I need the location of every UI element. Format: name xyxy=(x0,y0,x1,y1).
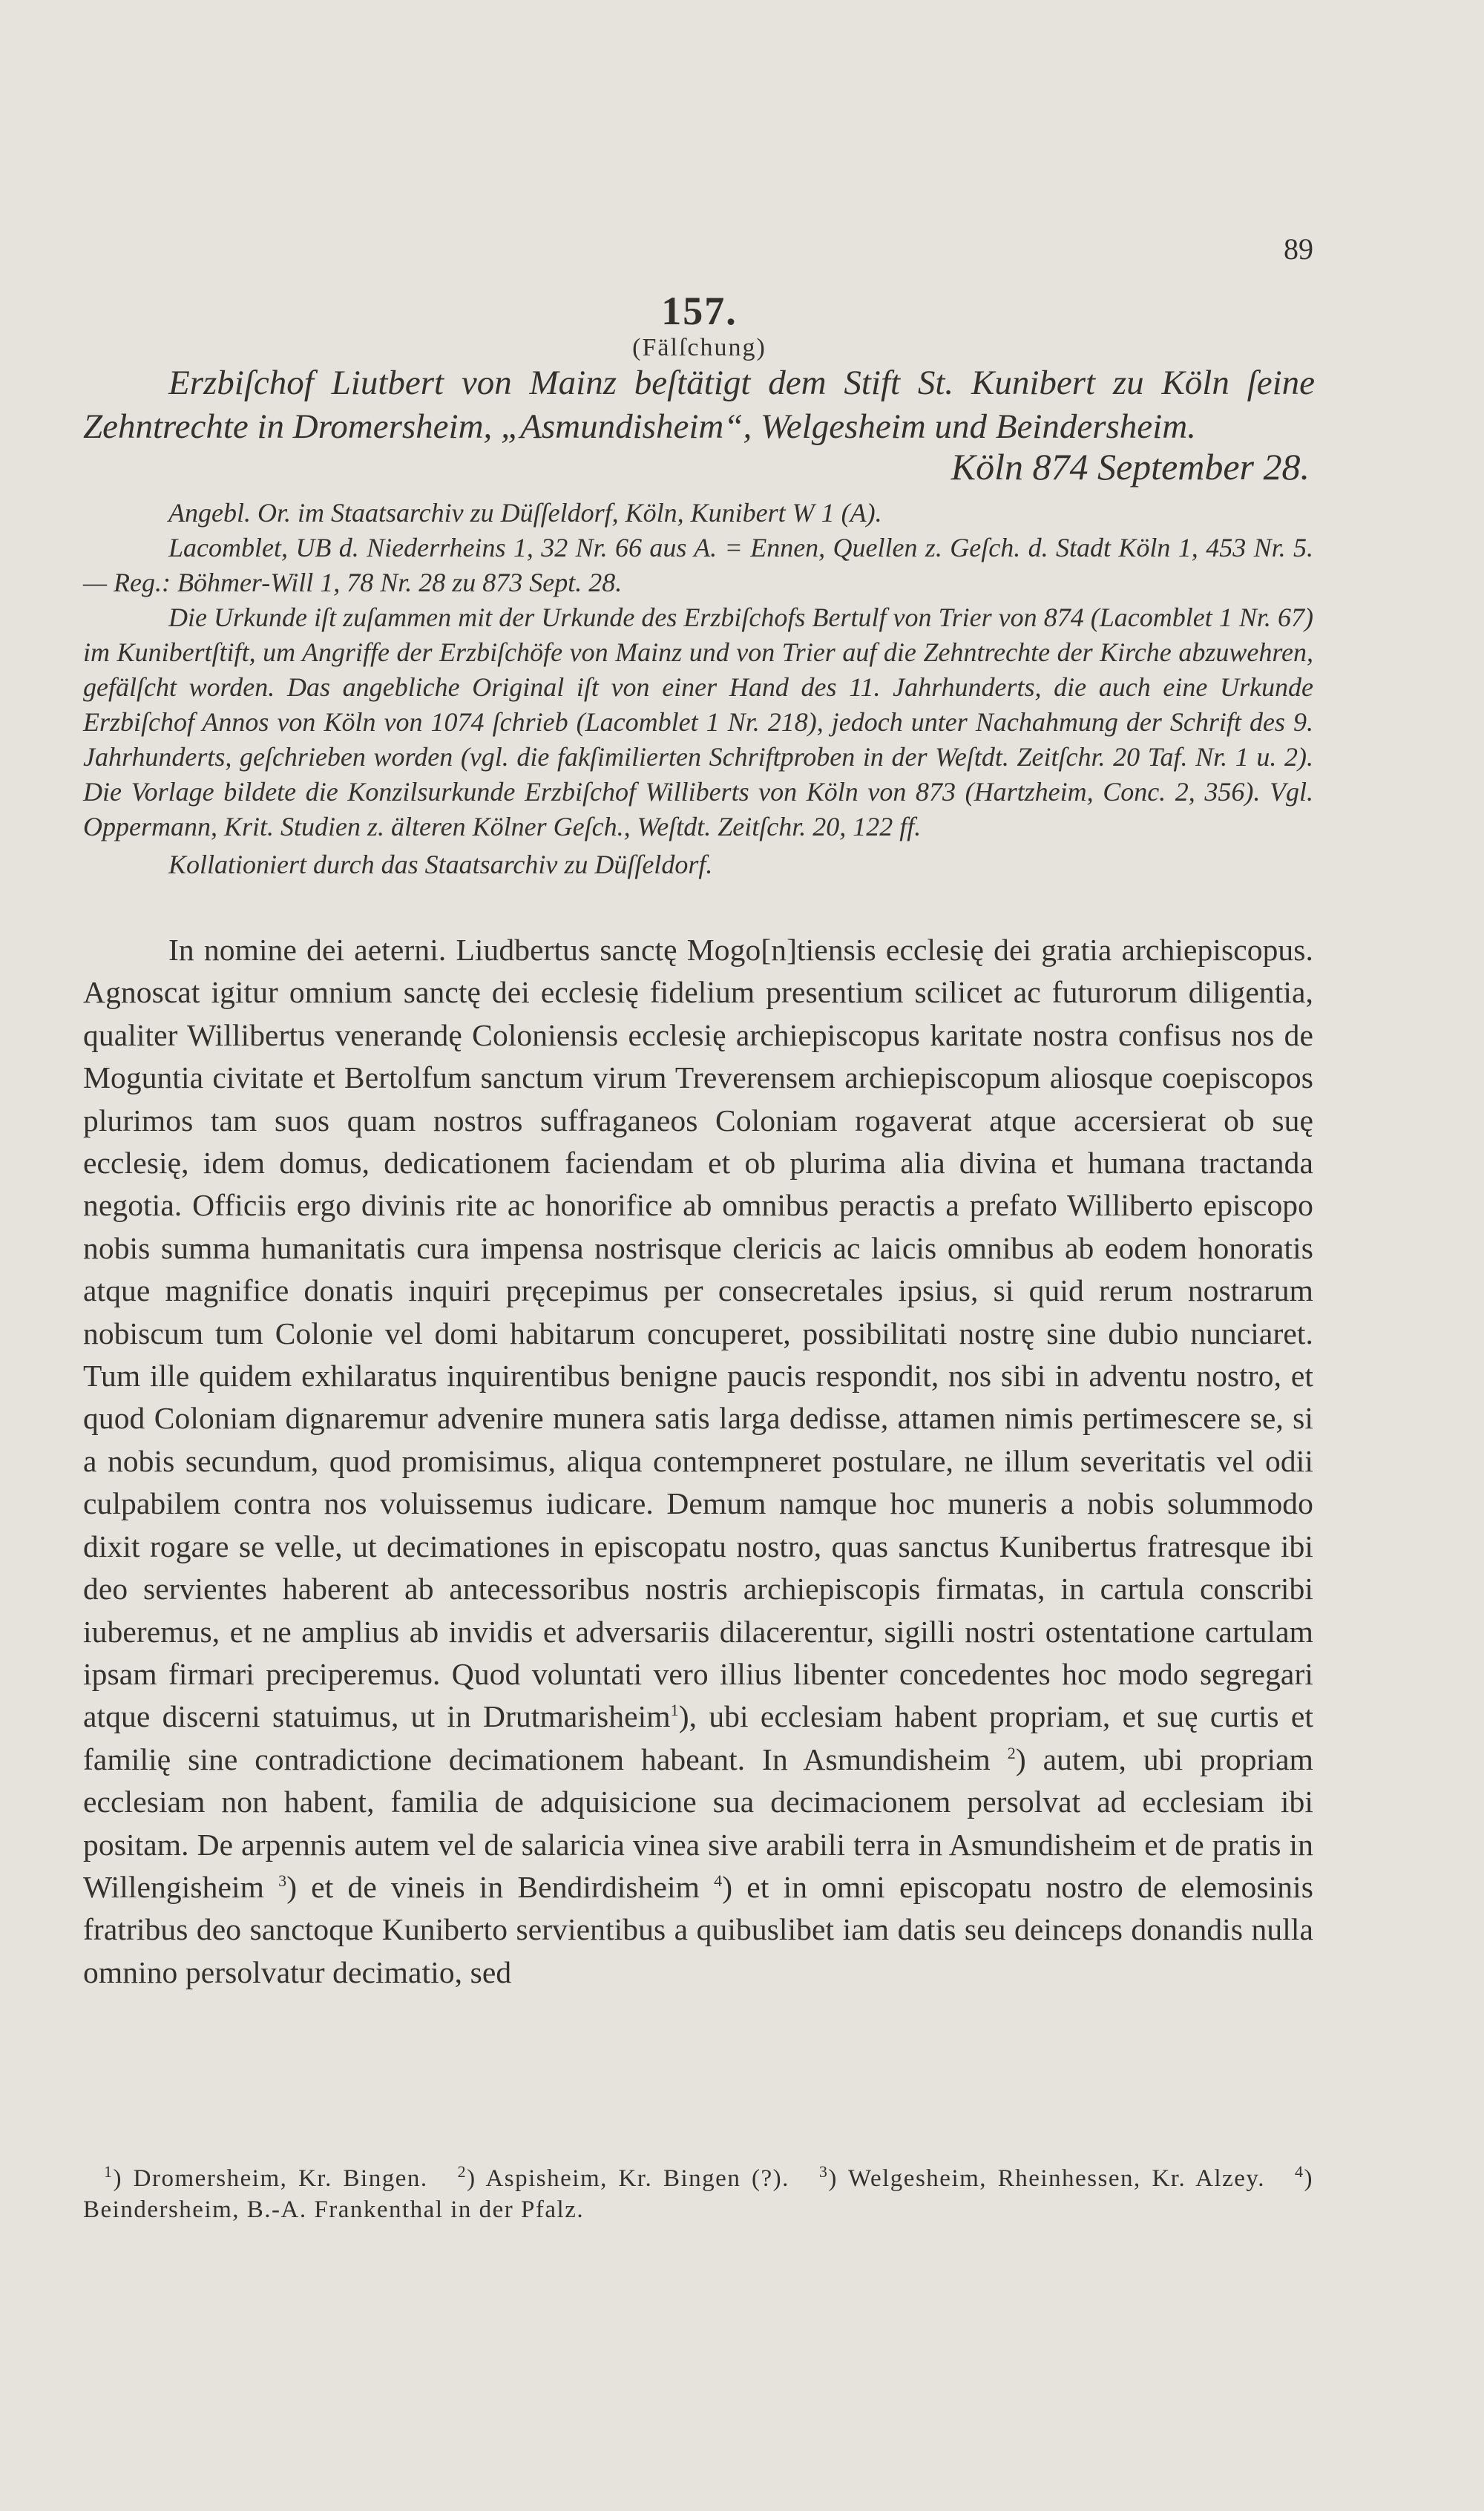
footnote-ref-3[interactable]: 3 xyxy=(278,1871,287,1891)
footnote-ref-2[interactable]: 2 xyxy=(1007,1743,1016,1762)
apparatus-editions: Lacomblet, UB d. Niederrheins 1, 32 Nr. 66 aus A. = Ennen, Quellen z. Geſch. d. Stadt Köln 1, 453 Nr. 5. — Reg.: Böhmer-Will 1, 78 Nr. 28 zu 873 Sept. 28. xyxy=(83,533,1313,597)
text-part-5: ) et in omni episcopatu nostro de elemosinis fratribus deo sanctoque Kuniberto servientibus a quibuslibet iam datis seu deinceps donandis nulla omnino persolvatur decimatio, sed xyxy=(83,1869,1313,1989)
apparatus-commentary: Die Urkunde iſt zuſammen mit der Urkunde des Erzbiſchofs Bertulf von Trier von 874 (Lacomblet 1 Nr. 67) im Kunibertſtift, um Angriffe der Erzbiſchöfe von Mainz und von Trier auf die Zehntrechte der Kirche abzuwehren, gefälſcht worden. Das angebliche Original iſt von einer Hand des 11. Jahrhunderts, die auch eine Urkunde Erzbiſchof Annos von Köln von 1074 ſchrieb (Lacomblet 1 Nr. 218), jedoch unter Nachahmung der Schrift des 9. Jahrhunderts, geſchrieben worden (vgl. die fakſimilierten Schriftproben in der Weſtdt. Zeitſchr. 20 Taf. Nr. 1 u. 2). Die Vorlage bildete die Konzilsurkunde Erzbiſchof Williberts von Köln von 873 (Hartzheim, Conc. 2, 356). Vgl. Oppermann, Krit. Studien z. älteren Kölner Geſch., Weſtdt. Zeitſchr. 20, 122 ff. xyxy=(83,603,1313,841)
footnote-mark: 4 xyxy=(1295,2162,1304,2181)
text-part-1: In nomine dei aeterni. Liudbertus sanctę Mogo[n]tiensis ecclesię dei gratia archiepiscopus. Agnoscat igitur omnium sanctę dei ecclesię fidelium presentium scilicet ac futurorum diligentia, qualiter Willibertus venerandę Coloniensis ecclesię archiepiscopus karitate nostra confisus nos de Moguntia civitate et Bertolfum sanctum virum Treverensem archiepiscopum aliosque coepiscopos plurimos tam suos quam nostros suffraganeos Coloniam rogaverat atque accersierat ob suę ecclesię, idem domus, dedicationem faciendam et ob plurima alia divina et humana tractanda negotia. Officiis ergo divinis rite ac honorifice ab omnibus peractis a prefato Williberto episcopo nobis summa humanitatis cura impensa nostrisque clericis ac laicis omnibus ab eodem honoratis atque magnifice donatis inquiri pręcepimus per consecretales ipsius, si quid rerum nostrarum nobiscum tum Colonie vel domi habitarum concuperet, possibilitati nostrę sine dubio nunciaret. Tum ille quidem exhilaratus inquirentibus benigne paucis respondit, nos sibi in adventu nostro, et quod Coloniam dignaremur advenire munera satis larga dedisse, attamen nimis pertimescere se, si a nobis secundum, quod promisimus, aliqua contempneret postulare, ne illum severitatis vel odii culpabilem contra nos voluissemus iudicare. Demum namque hoc muneris a nobis solummodo dixit rogare se velle, ut decimationes in episcopatu nostro, quas sanctus Kunibertus fratresque ibi deo servientes haberent ab antecessoribus nostris archiepiscopis firmatas, in cartula conscribi iuberemus, et ne amplius ab invidis et adversariis dilacerentur, sigilli nostri ostentatione cartulam ipsam firmari preciperemus. Quod voluntati vero illius libenter concedentes hoc modo segregari atque discerni statuimus, ut in Drutmarisheim xyxy=(83,933,1313,1734)
charter-number: 157. xyxy=(661,289,738,333)
footnote-text: ) Beindersheim, B.-A. Frankenthal in der Pfalz. xyxy=(83,2165,1313,2223)
apparatus-collation: Kollationiert durch das Staatsarchiv zu Düſſeldorf. xyxy=(168,850,713,879)
footnote-text: ) Welgesheim, Rheinhessen, Kr. Alzey. xyxy=(828,2165,1265,2192)
footnotes xyxy=(83,2163,1313,2225)
text-part-3: ) autem, ubi propriam ecclesiam non habent, familia de adquisicione sua decimacionem persolvat ad ecclesiam ibi positam. De arpennis autem vel de salaricia vinea sive arabili terra in Asmundisheim et de pratis in Willengisheim xyxy=(83,1742,1314,1904)
text-part-4: ) et de vineis in Bendirdisheim xyxy=(286,1869,715,1904)
page-number: 89 xyxy=(1284,232,1313,266)
charter-regest: Erzbiſchof Liutbert von Mainz beſtätigt dem Stift St. Kunibert zu Köln ſeine Zehntrechte in Dromersheim, „Asmundisheim“, Welgesheim und Beindersheim. xyxy=(83,364,1315,446)
footnote-ref-4[interactable]: 4 xyxy=(714,1871,723,1891)
footnote-mark: 3 xyxy=(818,2162,829,2181)
footnote-mark: 1 xyxy=(104,2162,114,2181)
footnote-mark: 2 xyxy=(457,2162,467,2181)
critical-apparatus xyxy=(83,496,1313,882)
charter-text xyxy=(83,929,1313,1994)
footnote-text: ) Dromersheim, Kr. Bingen. xyxy=(113,2165,428,2192)
charter-dateline: Köln 874 September 28. xyxy=(951,446,1310,488)
text-part-2: ), ubi ecclesiam habent propriam, et suę curtis et familię sine contradictione decimationem habeant. In Asmundisheim xyxy=(83,1699,1313,1776)
footnote-ref-1[interactable]: 1 xyxy=(670,1701,679,1720)
apparatus-tradition: Angebl. Or. im Staatsarchiv zu Düſſeldorf, Köln, Kunibert W 1 (A). xyxy=(168,498,882,528)
charter-note: (Fälſchung) xyxy=(632,334,766,361)
footnote-text: ) Aspisheim, Kr. Bingen (?). xyxy=(467,2165,789,2192)
